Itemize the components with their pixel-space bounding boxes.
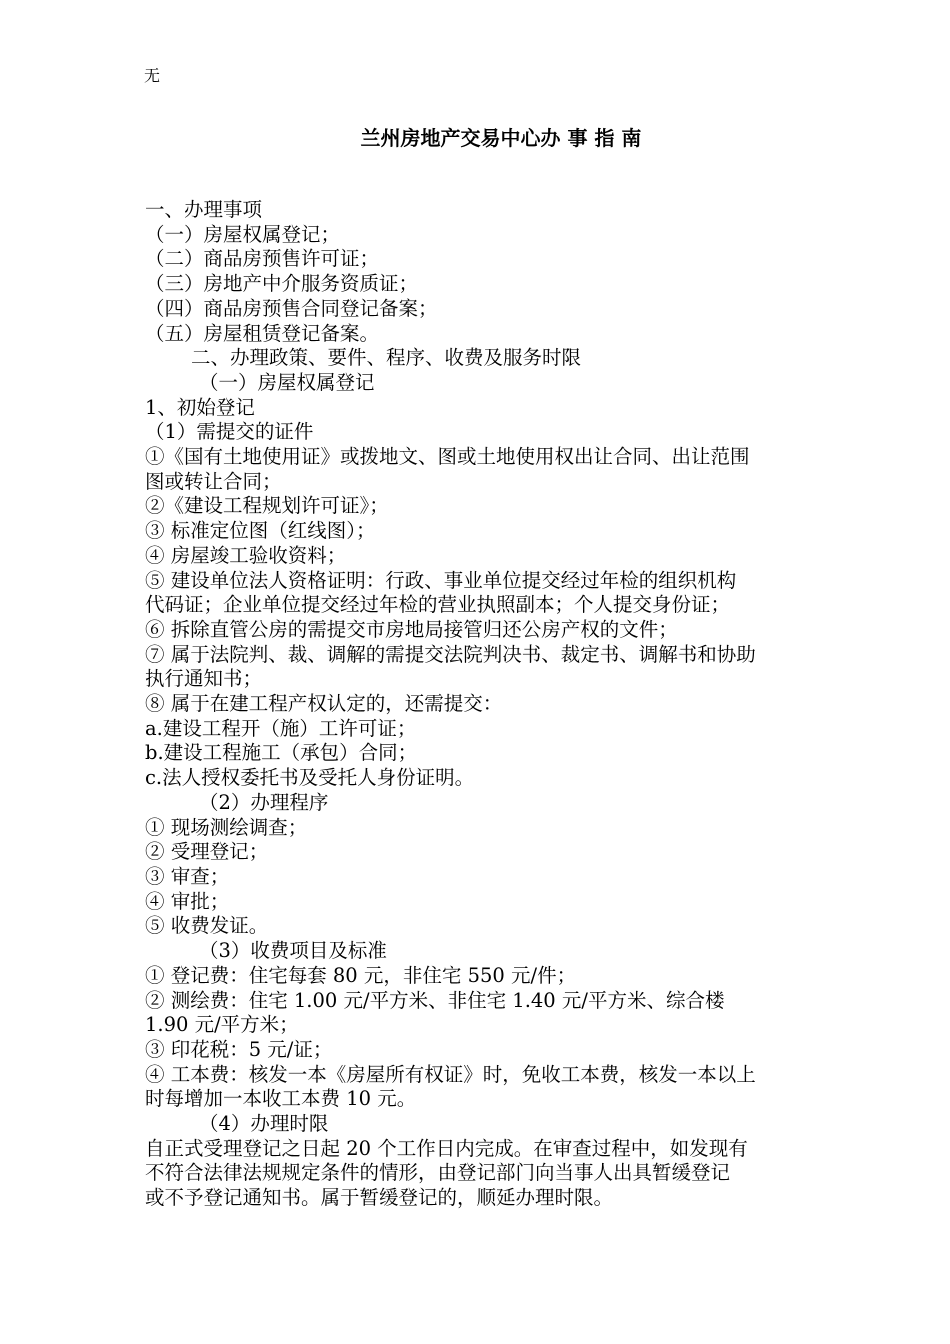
body-line: ⑦ 属于法院判、裁、调解的需提交法院判决书、裁定书、调解书和协助 [145, 642, 756, 666]
body-line: ① 现场测绘调查； [145, 815, 308, 839]
body-line: 一、办理事项 [145, 198, 263, 221]
body-line: ⑥ 拆除直管公房的需提交市房地局接管归还公房产权的文件； [145, 617, 678, 641]
body-line: （一）房屋权属登记； [145, 222, 341, 246]
body-line: 自正式受理登记之日起 20 个工作日内完成。在审查过程中，如发现有 [145, 1136, 748, 1160]
document-body [145, 198, 815, 1211]
body-line: 1.90 元/平方米； [145, 1013, 299, 1037]
body-line: （4）办理时限 [199, 1112, 329, 1136]
body-line: c.法人授权委托书及受托人身份证明。 [145, 766, 475, 790]
body-line: b.建设工程施工（承包）合同； [145, 741, 418, 765]
body-line: ④ 房屋竣工验收资料； [145, 543, 347, 567]
body-line: ③ 审查； [145, 864, 230, 888]
body-line: （四）商品房预售合同登记备案； [145, 296, 438, 320]
body-line: ⑧ 属于在建工程产权认定的，还需提交： [145, 692, 503, 716]
body-line: （2）办理程序 [199, 790, 329, 814]
body-line: a.建设工程开（施）工许可证； [145, 716, 417, 740]
body-line: 不符合法律法规规定条件的情形，由登记部门向当事人出具暂缓登记 [145, 1161, 731, 1185]
body-line: 图或转让合同； [145, 469, 282, 493]
body-line: ③ 印花税：5 元/证； [145, 1037, 333, 1061]
body-line: ① 登记费：住宅每套 80 元，非住宅 550 元/件； [145, 963, 577, 987]
body-line: 代码证；企业单位提交经过年检的营业执照副本；个人提交身份证； [145, 593, 731, 617]
body-line: （一）房屋权属登记 [199, 370, 375, 394]
body-line: ② 受理登记； [145, 840, 269, 864]
body-line: 或不予登记通知书。属于暂缓登记的，顺延办理时限。 [145, 1186, 614, 1210]
body-line: ④ 审批； [145, 889, 230, 913]
body-line: （三）房地产中介服务资质证； [145, 272, 419, 296]
body-line: 时每增加一本收工本费 10 元。 [145, 1087, 417, 1111]
body-line: ⑤ 收费发证。 [145, 914, 269, 938]
body-line: ②《建设工程规划许可证》； [145, 494, 389, 518]
body-line: （3）收费项目及标准 [199, 939, 387, 963]
body-line: （二）商品房预售许可证； [145, 247, 380, 271]
body-line: 执行通知书； [145, 667, 263, 691]
body-line: ①《国有土地使用证》或拨地文、图或土地使用权出让合同、出让范围 [145, 445, 750, 469]
document-title: 兰州房地产交易中心办 事 指 南 [360, 126, 642, 150]
body-line: ④ 工本费：核发一本《房屋所有权证》时，免收工本费，核发一本以上 [145, 1062, 756, 1086]
body-line: ⑤ 建设单位法人资格证明：行政、事业单位提交经过年检的组织机构 [145, 568, 737, 592]
body-line: （1）需提交的证件 [145, 420, 314, 444]
body-line: ② 测绘费：住宅 1.00 元/平方米、非住宅 1.40 元/平方米、综合楼 [145, 988, 725, 1012]
body-line: ③ 标准定位图（红线图）； [145, 519, 376, 543]
body-line: 1、初始登记 [145, 395, 255, 419]
body-line: 二、办理政策、要件、程序、收费及服务时限 [191, 346, 582, 370]
header-mark: 无 [144, 66, 161, 85]
body-line: （五）房屋租赁登记备案。 [145, 321, 380, 345]
